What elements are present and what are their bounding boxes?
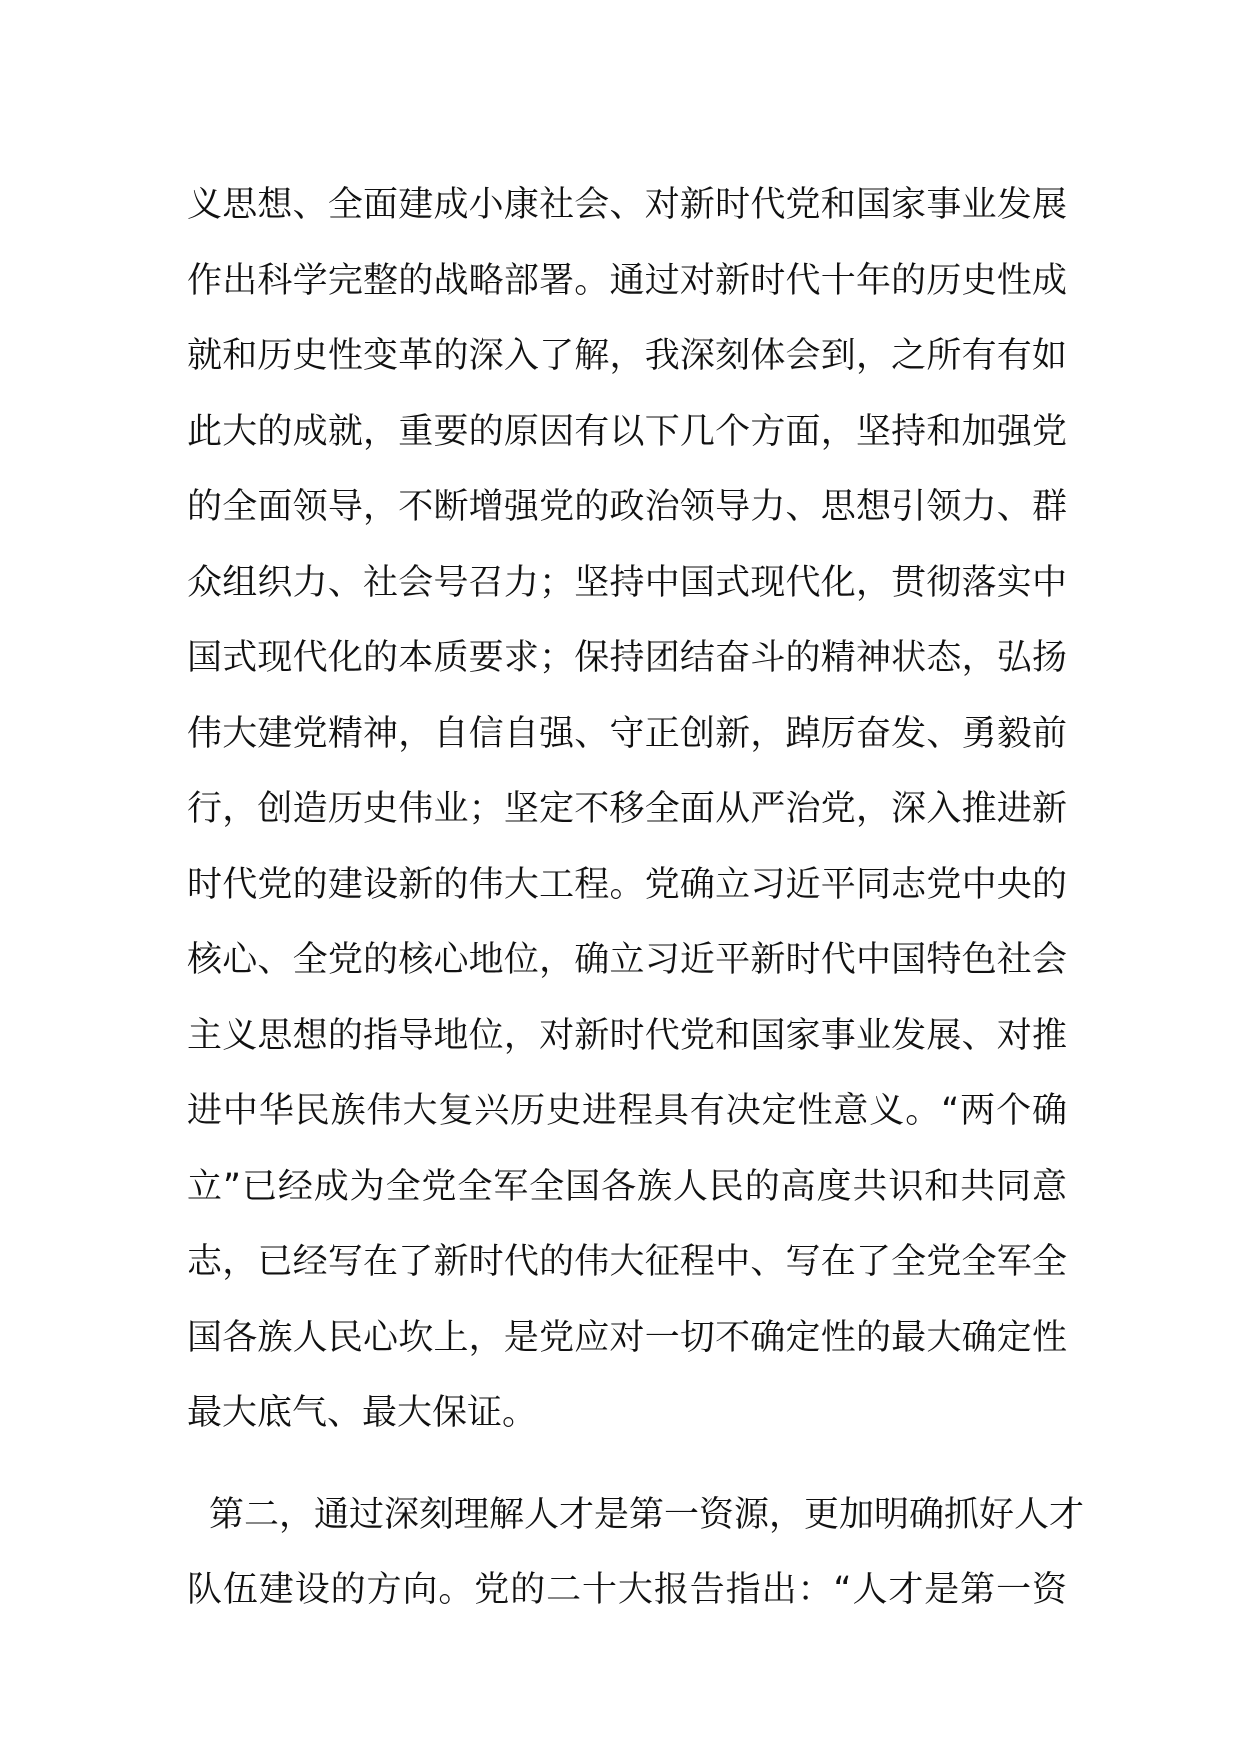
text-line: 主义思想的指导地位，对新时代党和国家事业发展、对推 <box>187 1015 1067 1056</box>
text-line: 作出科学完整的战略部署。通过对新时代十年的历史性成 <box>187 260 1067 301</box>
text-line: 众组织力、社会号召力；坚持中国式现代化，贯彻落实中 <box>187 562 1067 603</box>
text-line: 的全面领导，不断增强党的政治领导力、思想引领力、群 <box>187 487 1067 527</box>
text-line: 核心、全党的核心地位，确立习近平新时代中国特色社会 <box>187 940 1067 980</box>
text-line: 行，创造历史伟业；坚定不移全面从严治党，深入推进新 <box>187 789 1067 829</box>
text-line: 立”已经成为全党全军全国各族人民的高度共识和共同意 <box>187 1166 1067 1207</box>
paragraph-gap <box>187 1452 1067 1478</box>
text-line: 国各族人民心坎上，是党应对一切不确定性的最大确定性 <box>187 1317 1067 1358</box>
text-line: 时代党的建设新的伟大工程。党确立习近平同志党中央的 <box>187 864 1067 905</box>
text-line: 队伍建设的方向。党的二十大报告指出：“人才是第一资 <box>187 1570 1067 1610</box>
text-line: 义思想、全面建成小康社会、对新时代党和国家事业发展 <box>187 185 1067 225</box>
text-line: 国式现代化的本质要求；保持团结奋斗的精神状态，弘扬 <box>187 638 1067 678</box>
paragraph <box>187 168 1067 1452</box>
text-line: 就和历史性变革的深入了解，我深刻体会到，之所有有如 <box>187 336 1067 376</box>
text-line: 最大底气、最大保证。 <box>187 1393 538 1433</box>
text-line: 伟大建党精神，自信自强、守正创新，踔厉奋发、勇毅前 <box>187 713 1067 754</box>
paragraph <box>187 1478 1085 1629</box>
text-line: 进中华民族伟大复兴历史进程具有决定性意义。“两个确 <box>187 1091 1067 1131</box>
text-line: 第二，通过深刻理解人才是第一资源，更加明确抓好人才 <box>209 1494 1085 1535</box>
text-line: 志，已经写在了新时代的伟大征程中、写在了全党全军全 <box>187 1242 1067 1282</box>
body-text <box>187 168 1085 1629</box>
text-line: 此大的成就，重要的原因有以下几个方面，坚持和加强党 <box>187 411 1067 452</box>
